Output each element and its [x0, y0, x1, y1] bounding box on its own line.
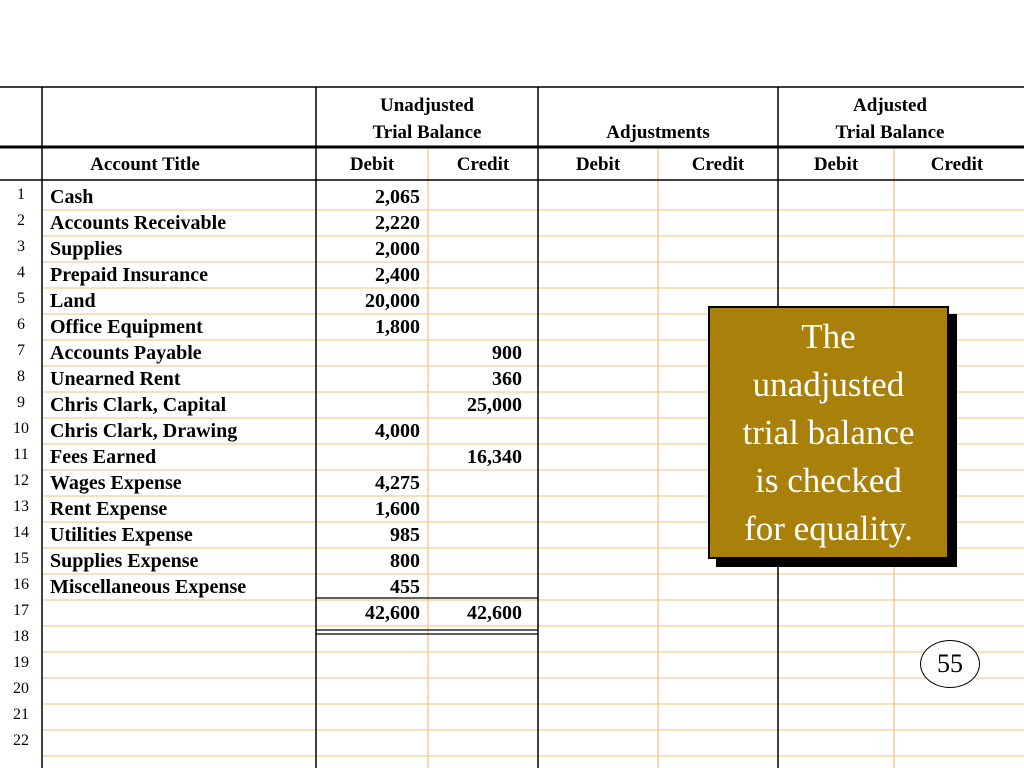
row-number: 5 — [17, 290, 25, 307]
unadjusted-header-line1: Unadjusted — [380, 95, 474, 116]
callout-box — [708, 306, 949, 559]
callout-line: trial balance — [742, 412, 915, 452]
account-title: Rent Expense — [50, 498, 168, 520]
unadjusted-trial-balance-header — [316, 92, 538, 146]
row-number: 7 — [17, 342, 25, 359]
account-title: Supplies Expense — [50, 550, 199, 572]
row-number: 4 — [17, 264, 25, 281]
unadjusted-credit-amount: 25,000 — [467, 394, 522, 416]
account-title: Unearned Rent — [50, 368, 181, 390]
account-title: Chris Clark, Capital — [50, 394, 227, 416]
row-number: 12 — [13, 472, 29, 489]
row-number: 20 — [13, 680, 29, 697]
unadjusted-debit-amount: 1,600 — [375, 498, 420, 520]
account-title: Cash — [50, 186, 94, 208]
unadjusted-debit-amount: 2,000 — [375, 238, 420, 260]
account-title-header: Account Title — [90, 154, 200, 175]
unadjusted-credit-amount: 16,340 — [467, 446, 522, 468]
row-number: 14 — [13, 524, 29, 541]
callout-line: is checked — [755, 460, 902, 500]
row-number: 22 — [13, 732, 29, 749]
unadjusted-debit-amount: 2,065 — [375, 186, 420, 208]
account-title: Miscellaneous Expense — [50, 576, 247, 598]
row-number: 3 — [17, 238, 25, 255]
unadjusted-debit-amount: 800 — [390, 550, 420, 572]
account-title: Accounts Payable — [50, 342, 202, 364]
row-number: 21 — [13, 706, 29, 723]
row-number: 1 — [17, 186, 25, 203]
adjusted-credit-header: Credit — [930, 154, 984, 175]
unadjusted-debit-amount: 42,600 — [365, 602, 420, 624]
row-number: 13 — [13, 498, 29, 515]
unadjusted-debit-amount: 985 — [390, 524, 420, 546]
adjusted-header-line1: Adjusted — [853, 95, 927, 116]
unadjusted-debit-amount: 4,000 — [375, 420, 420, 442]
row-number: 6 — [17, 316, 25, 333]
unadjusted-debit-amount: 1,800 — [375, 316, 420, 338]
unadjusted-debit-amount: 4,275 — [375, 472, 420, 494]
account-title: Land — [50, 290, 96, 312]
account-title: Supplies — [50, 238, 123, 260]
row-number: 16 — [13, 576, 29, 593]
callout-line: for equality. — [744, 508, 913, 548]
account-title: Utilities Expense — [50, 524, 193, 546]
account-title: Chris Clark, Drawing — [50, 420, 238, 442]
row-number: 11 — [13, 446, 29, 463]
callout-line: The — [801, 316, 856, 356]
row-number: 15 — [13, 550, 29, 567]
page-number-badge: 55 — [920, 640, 980, 688]
unadjusted-credit-amount: 900 — [492, 342, 522, 364]
unadjusted-credit-amount: 360 — [492, 368, 522, 390]
unadjusted-debit-amount: 20,000 — [365, 290, 420, 312]
row-number: 18 — [13, 628, 29, 645]
row-number: 17 — [13, 602, 29, 619]
callout-line: unadjusted — [752, 364, 905, 404]
account-title: Prepaid Insurance — [50, 264, 208, 286]
account-title: Office Equipment — [50, 316, 203, 338]
unadjusted-credit-header: Credit — [456, 154, 510, 175]
unadjusted-debit-header: Debit — [349, 154, 395, 175]
account-title: Fees Earned — [50, 446, 157, 468]
row-number: 9 — [17, 394, 25, 411]
account-title: Wages Expense — [50, 472, 182, 494]
unadjusted-header-line2: Trial Balance — [372, 122, 482, 143]
unadjusted-debit-amount: 2,220 — [375, 212, 420, 234]
row-number: 2 — [17, 212, 25, 229]
row-number: 19 — [13, 654, 29, 671]
unadjusted-debit-amount: 2,400 — [375, 264, 420, 286]
unadjusted-debit-amount: 455 — [390, 576, 420, 598]
unadjusted-credit-amount: 42,600 — [467, 602, 522, 624]
adjusted-header-line2: Trial Balance — [835, 122, 945, 143]
adjusted-trial-balance-header — [778, 92, 1002, 146]
adjustments-credit-header: Credit — [691, 154, 745, 175]
row-number: 10 — [13, 420, 29, 437]
account-title: Accounts Receivable — [50, 212, 227, 234]
adjustments-header: Adjustments — [606, 122, 710, 143]
adjustments-debit-header: Debit — [575, 154, 621, 175]
adjusted-debit-header: Debit — [813, 154, 859, 175]
row-number: 8 — [17, 368, 25, 385]
